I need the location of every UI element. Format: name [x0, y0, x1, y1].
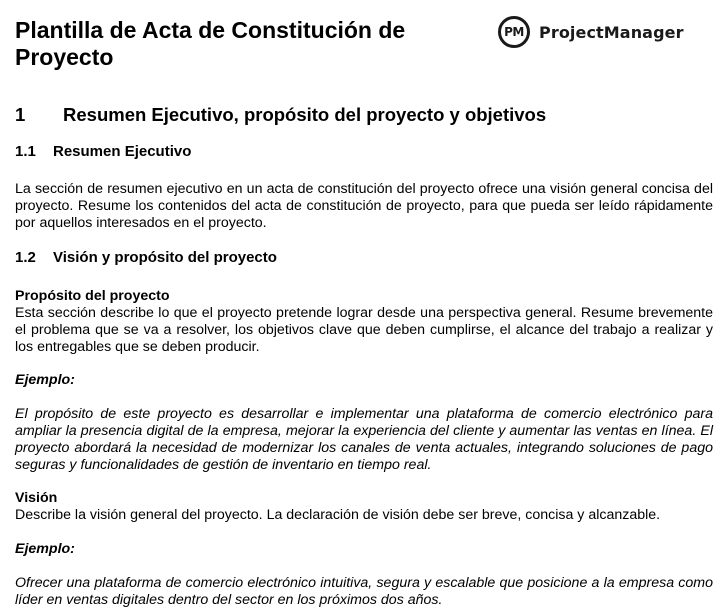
section-1-2-number: 1.2: [15, 249, 36, 266]
section-1-1-title: Resumen Ejecutivo: [53, 143, 192, 160]
executive-summary-paragraph: La sección de resumen ejecutivo en un acta de constitución del proyecto ofrece una visión general concisa del proyecto. Resume los contenidos del acta de constitución de proyecto, para que pueda ser leído rápidamente por aquellos interesados en el proyecto.: [15, 181, 713, 231]
document-title: Plantilla de Acta de Constitución de Proyecto: [15, 17, 406, 70]
purpose-label: Propósito del proyecto: [15, 288, 170, 304]
section-1-1-number: 1.1: [15, 143, 36, 160]
pm-logo-icon: PM: [498, 16, 530, 48]
section-1-number: 1: [15, 104, 26, 125]
example-label-1: Ejemplo:: [15, 372, 75, 388]
projectmanager-logo: [498, 16, 684, 48]
example-label-2: Ejemplo:: [15, 541, 75, 557]
section-1-2-heading: [15, 249, 277, 267]
vision-paragraph: Describe la visión general del proyecto. La declaración de visión debe ser breve, concisa y alcanzable.: [15, 507, 661, 523]
example-paragraph-2: Ofrecer una plataforma de comercio electrónico intuitiva, segura y escalable que posicione a la empresa como líder en ventas digitales dentro del sector en los próximos dos años.: [15, 575, 713, 608]
logo-wordmark: ProjectManager: [539, 22, 684, 42]
purpose-paragraph: Esta sección describe lo que el proyecto pretende lograr desde una perspectiva general. Resume brevemente el problema que se va a resolver, los objetivos clave que deben cumplirse, el alcance del trabajo a realizar y los entregables que se deben producir.: [15, 305, 713, 355]
section-1-2-title: Visión y propósito del proyecto: [53, 249, 277, 266]
example-paragraph-1: El propósito de este proyecto es desarrollar e implementar una plataforma de comercio electrónico para ampliar la presencia digital de la empresa, mejorar la experiencia del cliente y aumentar las ventas en línea. El proyecto abordará la necesidad de modernizar los canales de venta actuales, integrando soluciones de pago seguras y funcionalidades de gestión de inventario en tiempo real.: [15, 406, 713, 473]
section-1-heading: [15, 104, 546, 126]
section-1-1-heading: [15, 143, 191, 161]
vision-label: Visión: [15, 490, 58, 506]
section-1-title: Resumen Ejecutivo, propósito del proyecto y objetivos: [63, 104, 547, 125]
